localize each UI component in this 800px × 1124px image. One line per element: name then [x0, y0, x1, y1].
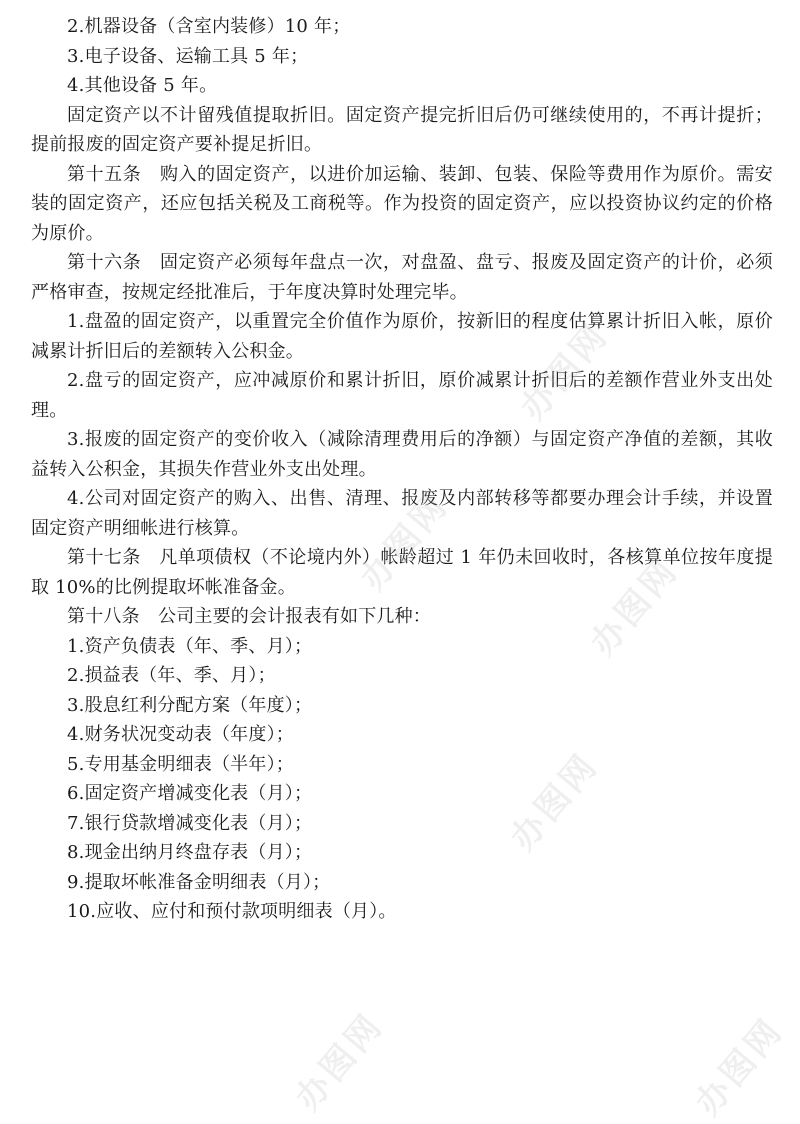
paragraph: 2.机器设备（含室内装修）10 年；	[67, 16, 351, 37]
article-16: 第十六条 固定资产必须每年盘点一次，对盘盈、盘亏、报废及固定资产的计价，必须严格审查，按规定经批准后，于年度决算时处理完毕。	[31, 252, 773, 303]
list-item: 7.银行贷款增减变化表（月）；	[67, 812, 313, 834]
watermark: 办图网	[287, 1005, 392, 1119]
paragraph: 3.报废的固定资产的变价收入（减除清理费用后的净额）与固定资产净值的差额，其收益转入公积金，其损失作营业外支出处理。	[31, 429, 773, 480]
list-item: 1.资产负债表（年、季、月）；	[67, 635, 313, 657]
article-18: 第十八条 公司主要的会计报表有如下几种：	[67, 606, 431, 627]
list-item: 6.固定资产增减变化表（月）；	[67, 783, 313, 804]
paragraph: 3.电子设备、运输工具 5 年；	[67, 45, 309, 67]
watermark: 办图网	[352, 485, 457, 599]
list-item: 9.提取坏帐准备金明细表（月）；	[67, 871, 331, 893]
list-item: 8.现金出纳月终盘存表（月）；	[67, 842, 313, 863]
paragraph: 1.盘盈的固定资产，以重置完全价值作为原价，按新旧的程度估算累计折旧入帐，原价减累计折旧后的差额转入公积金。	[31, 311, 773, 362]
article-15: 第十五条 购入的固定资产，以进价加运输、装卸、包装、保险等费用作为原价。需安装的固定资产，还应包括关税及工商税等。作为投资的固定资产，应以投资协议约定的价格为原价。	[31, 163, 773, 244]
document-body	[31, 12, 773, 927]
list-item: 4.财务状况变动表（年度）；	[67, 724, 294, 745]
paragraph: 4.公司对固定资产的购入、出售、清理、报废及内部转移等都要办理会计手续，并设置固定资产明细帐进行核算。	[31, 488, 773, 539]
watermark: 办图网	[502, 745, 607, 859]
watermark: 办图网	[582, 550, 687, 664]
watermark: 办图网	[687, 1010, 792, 1124]
list-item: 5.专用基金明细表（半年）；	[67, 753, 294, 775]
list-item: 10.应收、应付和预付款项明细表（月）。	[67, 901, 397, 922]
list-item: 2.损益表（年、季、月）；	[67, 665, 276, 686]
paragraph: 固定资产以不计留残值提取折旧。固定资产提完折旧后仍可继续使用的，不再计提折；提前报废的固定资产要补提足折旧。	[31, 104, 773, 155]
list-item: 3.股息红利分配方案（年度）；	[67, 694, 313, 716]
watermark: 办图网	[512, 315, 617, 429]
paragraph: 4.其他设备 5 年。	[67, 75, 218, 96]
article-17: 第十七条 凡单项债权（不论境内外）帐龄超过 1 年仍未回收时，各核算单位按年度提取 10%的比例提取坏帐准备金。	[31, 547, 773, 598]
paragraph: 2.盘亏的固定资产，应冲减原价和累计折旧，原价减累计折旧后的差额作营业外支出处理。	[31, 370, 773, 421]
